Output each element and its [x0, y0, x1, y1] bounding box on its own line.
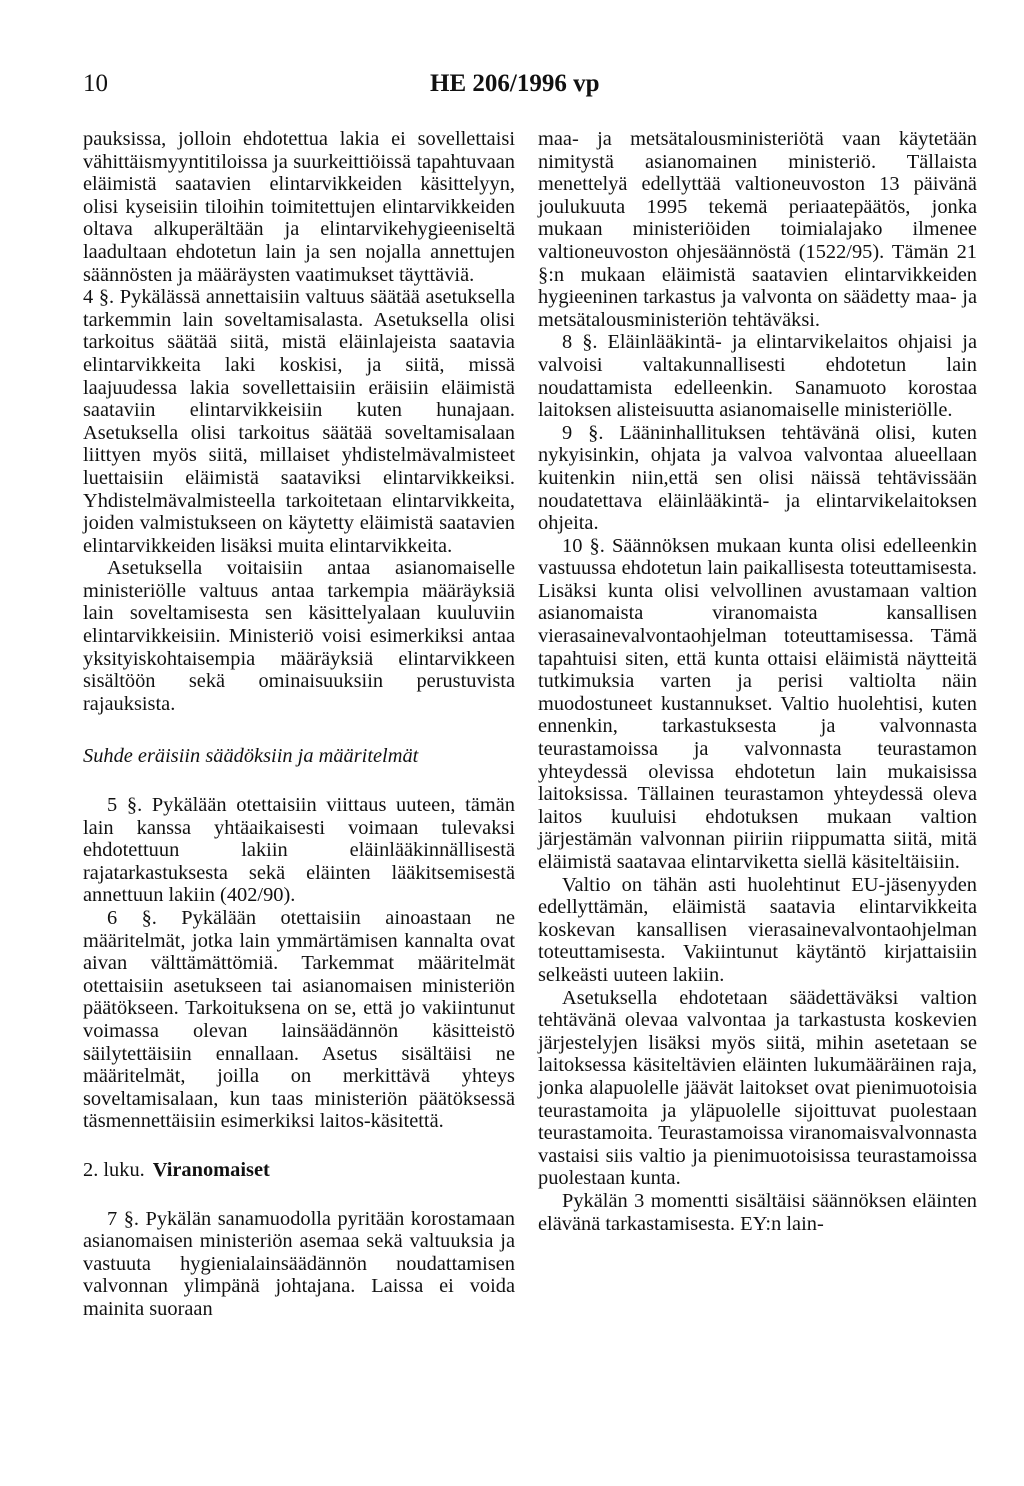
paragraph: Asetuksella ehdotetaan säädettäväksi valtion tehtävänä olevaa valvontaa ja tarkastusta koskevien järjestelyjen lisäksi myös siitä, mihin asetetaan se laitoksessa käsiteltävien eläinten lukumääräinen raja, jonka alapuolelle jäävät laitokset ovat pienimuotoisia teurastamoita ja yläpuolelle sijoittuvat puolestaan teurastamoita. Teurastamoissa viranomaisvalvonnasta vastaisi siis valtio ja pienimuotoisissa teurastamoissa puolestaan kunta.: [538, 986, 977, 1190]
paragraph: Valtio on tähän asti huolehtinut EU-jäsenyyden edellyttämän, eläimistä saatavia elintarvikkeita koskevan kansallisen vierasainevalvontaohjelman toteuttamisesta. Vakiintunut käytäntö kirjattaisiin selkeästi uuteen lakiin.: [538, 873, 977, 986]
section-heading: Suhde eräisiin säädöksiin ja määritelmät: [83, 745, 419, 768]
paragraph: 4 §. Pykälässä annettaisiin valtuus säätää asetuksella tarkemmin lain soveltamisalasta. Asetuksella olisi tarkoitus säätää siitä, mistä eläinlajeista saatavia elintarvikkeita laki koskisi, ja siitä, missä laajuudessa lakia sovellettaisiin eräisiin eläimistä saataviin elintarvikkeisiin kuten hunajaan. Asetuksella olisi tarkoitus säätää soveltamisalaan liittyen myös siitä, millaiset yhdistelmävalmisteet luettaisiin eläimistä saataviksi elintarvikkeiksi. Yhdistelmävalmisteella tarkoitetaan elintarvikkeita, joiden valmistukseen on käytetty eläimistä saatavien elintarvikkeiden lisäksi muita elintarvikkeita.: [83, 286, 515, 557]
chapter-title: Viranomaiset: [152, 1158, 270, 1181]
chapter-heading: [83, 1159, 515, 1182]
page-number: 10: [83, 70, 108, 97]
paragraph: 6 §. Pykälään otettaisiin ainoastaan ne määritelmät, jotka lain ymmärtämisen kannalta ovat aivan välttämättömiä. Tarkemmat määritelmät otettaisiin asetukseen tai asianomaisen ministeriön päätökseen. Tarkoituksena on se, että jo vakiintunut voimassa olevan lainsäädännön käsitteistö säilytettäisiin ennallaan. Asetus sisältäisi ne määritelmät, joilla on merkittävä yhteys soveltamisalaan, kun taas ministeriön päätöksessä täsmennettäisiin esimerkiksi laitos-käsitettä.: [83, 907, 515, 1133]
left-column: [83, 128, 515, 1321]
paragraph: maa- ja metsätalousministeriötä vaan käytetään nimitystä asianomainen ministeriö. Tällaista menettelyä edellyttää valtioneuvoston 13 päivänä joulukuuta 1995 tekemä periaatepäätös, jonka mukaan ministeriöiden toimialajako ilmenee valtioneuvoston ohjesäännöstä (1522/95). Tämän 21 §:n mukaan eläimistä saatavien elintarvikkeiden hygieeninen tarkastus ja valvonta on säädetty maa- ja metsätalousministeriön tehtäväksi.: [538, 128, 977, 331]
document-id: HE 206/1996 vp: [430, 70, 600, 97]
paragraph: 9 §. Lääninhallituksen tehtävänä olisi, kuten nykyisinkin, ohjata ja valvoa valvontaa alueellaan kuitenkin niin,että sen olisi näissä tehtävissään noudatettava eläinlääkintä- ja elintarvikelaitoksen ohjeita.: [538, 421, 977, 535]
paragraph: 7 §. Pykälän sanamuodolla pyritään korostamaan asianomaisen ministeriön asemaa sekä valtuuksia ja vastuuta hygienialainsäädännön noudattamisen valvonnan ylimpänä johtajana. Laissa ei voida mainita suoraan: [83, 1207, 515, 1320]
paragraph: 8 §. Eläinlääkintä- ja elintarvikelaitos ohjaisi ja valvoisi valtakunnallisesti ehdotetun lain noudattamista edelleenkin. Sanamuoto korostaa laitoksen alisteisuutta asianomaiselle ministeriölle.: [538, 331, 977, 422]
paragraph: 10 §. Säännöksen mukaan kunta olisi edelleenkin vastuussa ehdotetun lain paikallisesta toteuttamisesta. Lisäksi kunta olisi velvollinen avustamaan valtion asianomaista viranomaista kansallisen vierasainevalvontaohjelman toteuttamisessa. Tämä tapahtuisi siten, että kunta ottaisi eläimistä näytteitä tutkimuksia varten ja perisi valtiolta näin muodostuneet kustannukset. Valtio huolehtisi, kuten ennenkin, tarkastuksesta ja valvonnasta teurastamoissa ja valvonnasta teurastamon yhteydessä olevissa ehdotetun lain mukaisissa laitoksissa. Tällainen teurastamon yhteydessä oleva laitos kuuluisi ehdotuksen mukaan valtion järjestämän valvonnan piiriin riippumatta siitä, mitä eläimistä saatavaa elintarviketta siellä käsiteltäisiin.: [538, 534, 977, 873]
paragraph: Pykälän 3 momentti sisältäisi säännöksen eläinten elävänä tarkastamisesta. EY:n lain-: [538, 1189, 977, 1235]
right-column: [538, 128, 977, 1235]
chapter-number: 2. luku.: [83, 1158, 145, 1181]
paragraph: pauksissa, jolloin ehdotettua lakia ei sovellettaisi vähittäismyyntitiloissa ja suurkeittiöissä tapahtuvaan eläimistä saatavien elintarvikkeiden käsittelyyn, olisi kyseisiin tiloihin toimitettujen elintarvikkeiden oltava alkuperältään ja elintarvikehygieeniseltä laadultaan ehdotetun lain ja sen nojalla annettujen säännösten ja määräysten vaatimukset täyttäviä.: [83, 128, 515, 286]
paragraph: 5 §. Pykälään otettaisiin viittaus uuteen, tämän lain kanssa yhtäaikaisesti voimaan tulevaksi ehdotettuun lakiin eläinlääkinnällisestä rajatarkastuksesta sekä eläinten lääkitsemisestä annettuun lakiin (402/90).: [83, 794, 515, 907]
paragraph: Asetuksella voitaisiin antaa asianomaiselle ministeriölle valtuus antaa tarkempia määräyksiä lain soveltamisesta sen käsittelyalaan kuuluviin elintarvikkeisiin. Ministeriö voisi esimerkiksi antaa yksityiskohtaisempia määräyksiä elintarvikkeen sisältöön sekä ominaisuuksiin perustuvista rajauksista.: [83, 557, 515, 715]
